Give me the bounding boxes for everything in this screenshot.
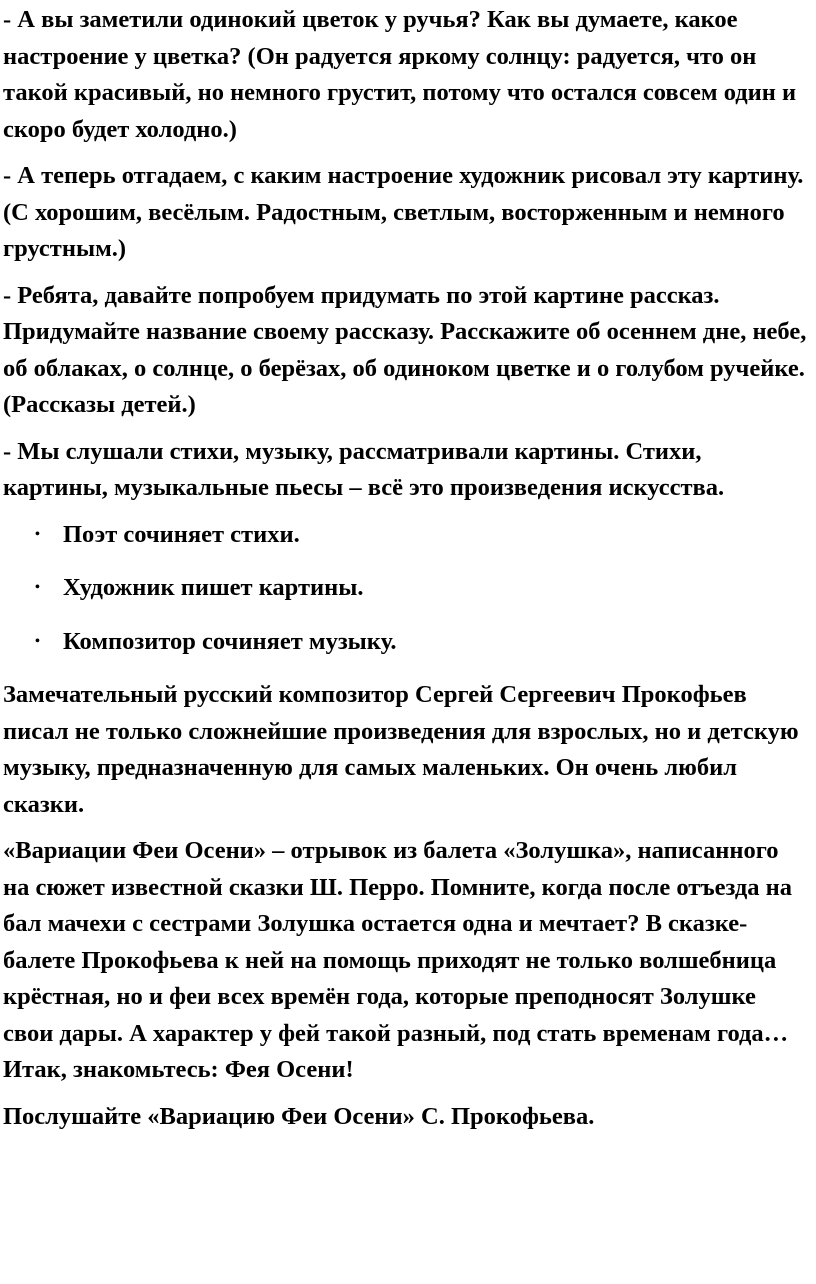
creators-list	[3, 517, 810, 661]
bullet-icon: •	[35, 633, 40, 649]
paragraph-story-task: - Ребята, давайте попробуем придумать по этой картине рассказ. Придумайте название своему рассказу. Расскажите об осеннем дне, небе, об облаках, о солнце, о берёзах, об одиноком цветке и о голубом ручейке. (Рассказы детей.)	[3, 281, 807, 418]
list-item	[35, 517, 810, 554]
bullet-icon: •	[35, 526, 40, 542]
list-item	[35, 624, 810, 661]
paragraph-listen: Послушайте «Вариацию Феи Осени» С. Прокофьева.	[3, 1102, 595, 1130]
list-item-text: Художник пишет картины.	[63, 574, 364, 601]
bullet-icon: •	[35, 580, 40, 595]
paragraph-art-works: - Мы слушали стихи, музыку, рассматривали картины. Стихи, картины, музыкальные пьесы – всё это произведения искусства.	[3, 437, 725, 501]
paragraph-autumn-fairy: «Вариации Феи Осени» – отрывок из балета «Золушка», написанного на сюжет известной сказки Ш. Перро. Помните, когда после отъезда на бал мачехи с сестрами Золушка остается одна и мечтает? В сказке-балете Прокофьева к ней на помощь приходят не только волшебница крёстная, но и феи всех времён года, которые преподносят Золушке свои дары. А характер у фей такой разный, под стать временам года… Итак, знакомьтесь: Фея Осени!	[3, 837, 793, 1083]
paragraph-prokofiev: Замечательный русский композитор Сергей Сергеевич Прокофьев писал не только сложнейшие произведения для взрослых, но и детскую музыку, предназначенную для самых маленьких. Он очень любил сказки.	[3, 681, 799, 818]
paragraph-artist-mood: - А теперь отгадаем, с каким настроение художник рисовал эту картину. (С хорошим, весёлым. Радостным, светлым, восторженным и немного грустным.)	[3, 162, 804, 262]
list-item-text: Поэт сочиняет стихи.	[63, 520, 300, 548]
list-item-text: Композитор сочиняет музыку.	[63, 627, 397, 655]
list-item	[35, 570, 810, 607]
paragraph-lonely-flower: - А вы заметили одинокий цветок у ручья? Как вы думаете, какое настроение у цветка? (Он радуется яркому солнцу: радуется, что он такой красивый, но немного грустит, потому что остался совсем один и скоро будет холодно.)	[3, 6, 797, 143]
